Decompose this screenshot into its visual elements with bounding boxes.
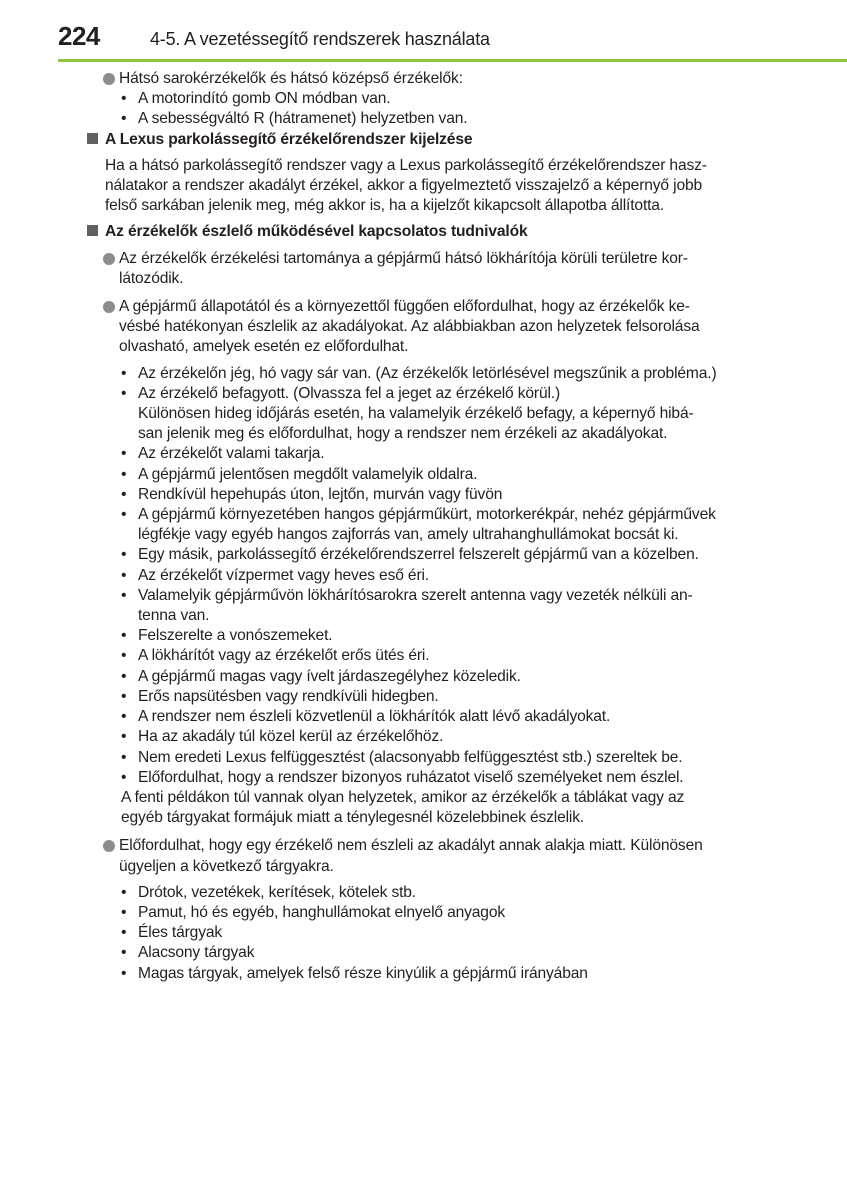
bullet-marker: • xyxy=(121,445,127,463)
page-header xyxy=(0,0,847,62)
list-item-text: A gépjármű környezetében hangos gépjárműkürt, motorkerékpár, nehéz gépjárművek xyxy=(138,506,716,524)
list-item xyxy=(87,485,759,505)
bullet-dot-icon xyxy=(103,253,115,265)
bullet-dot-icon xyxy=(103,840,115,852)
list-item xyxy=(87,923,759,943)
list-item xyxy=(87,667,759,687)
object-list xyxy=(87,883,759,984)
list-item xyxy=(87,505,759,545)
list-item xyxy=(87,883,759,903)
section-title: 4-5. A vezetéssegítő rendszerek használata xyxy=(150,29,490,49)
list-item-text: Egy másik, parkolássegítő érzékelőrendszerrel felszerelt gépjármű van a közelben. xyxy=(138,546,699,564)
list-item-text: Az érzékelőt vízpermet vagy heves eső éri. xyxy=(138,566,429,584)
list-item-text: A lökhárítót vagy az érzékelőt erős ütés éri. xyxy=(138,647,430,665)
list-item-text: Erős napsütésben vagy rendkívüli hidegben. xyxy=(138,687,439,705)
page-content xyxy=(87,69,759,984)
list-item-text: Az érzékelő befagyott. (Olvassza fel a jeget az érzékelő körül.) xyxy=(138,384,561,402)
bullet-marker: • xyxy=(121,566,127,584)
bullet-marker: • xyxy=(121,586,127,604)
bullet-marker: • xyxy=(121,883,127,901)
list-item: • A sebességváltó R (hátramenet) helyzetben van. xyxy=(121,110,468,128)
bullet-marker: • xyxy=(121,944,127,962)
bullet-marker: • xyxy=(121,687,127,705)
list-item xyxy=(87,384,759,445)
bullet-marker: • xyxy=(121,627,127,645)
list-item xyxy=(87,943,759,963)
list-item xyxy=(87,768,759,788)
bullet-marker: • xyxy=(121,903,127,921)
list-item-text: A gépjármű jelentősen megdőlt valamelyik oldalra. xyxy=(138,465,478,483)
list-item-text: Előfordulhat, hogy a rendszer bizonyos ruházatot viselő személyeket nem észlel. xyxy=(138,768,684,786)
display-paragraph: Ha a hátsó parkolássegítő rendszer vagy a Lexus parkolássegítő érzékelőrendszer hasz- nálatakor a rendszer akadályt érzékel, akkor a figyelmeztető visszajelző a képernyő jobb felső sarkában jelenik meg, még akkor is, ha a kijelzőt kikapcsolt állapotba állította. xyxy=(105,156,707,215)
dot-item-shapes: Előfordulhat, hogy egy érzékelő nem észleli az akadályt annak alakja miatt. Különösen ügyeljen a következő tárgyakra. xyxy=(87,836,759,876)
dot-item-rear-sensors: Hátsó sarokérzékelők és hátsó középső érzékelők: xyxy=(87,69,759,89)
dot-item-detection-range: Az érzékelők érzékelési tartománya a gépjármű hátsó lökhárítója körüli területre kor- látozódik. xyxy=(87,249,759,289)
list-item-text: Az érzékelőn jég, hó vagy sár van. (Az érzékelők letörlésével megszűnik a probléma.) xyxy=(138,364,717,382)
condition-list xyxy=(87,89,759,129)
list-item xyxy=(87,364,759,384)
list-item xyxy=(87,707,759,727)
section-heading-sensor-notes: Az érzékelők észlelő működésével kapcsolatos tudnivalók xyxy=(87,222,759,242)
list-item-text: tenna van. xyxy=(138,607,210,625)
page-number: 224 xyxy=(58,21,100,51)
square-bullet-icon xyxy=(87,225,98,236)
condition-list xyxy=(87,364,759,788)
bullet-dot-icon xyxy=(103,301,115,313)
list-item-text: Alacsony tárgyak xyxy=(138,944,255,962)
bullet-marker: • xyxy=(121,485,127,503)
list-item xyxy=(87,727,759,747)
list-item-text: san jelenik meg és előfordulhat, hogy a rendszer nem érzékeli az akadályokat. xyxy=(138,425,668,443)
list-item-text: Különösen hideg időjárás esetén, ha valamelyik érzékelő befagy, a képernyő hibá- xyxy=(138,405,694,423)
list-item xyxy=(87,626,759,646)
list-item-text: A gépjármű magas vagy ívelt járdaszegélyhez közeledik. xyxy=(138,667,521,685)
list-item xyxy=(87,646,759,666)
list-item-text: Az érzékelőt valami takarja. xyxy=(138,445,325,463)
bullet-marker: • xyxy=(121,667,127,685)
list-item: • A motorindító gomb ON módban van. xyxy=(121,90,391,108)
list-item-text: Magas tárgyak, amelyek felső része kinyúlik a gépjármű irányában xyxy=(138,964,588,982)
bullet-marker: • xyxy=(121,546,127,564)
list-item-text: Pamut, hó és egyéb, hanghullámokat elnyelő anyagok xyxy=(138,903,506,921)
list-item xyxy=(87,903,759,923)
list-item xyxy=(87,964,759,984)
list-item-text: Drótok, vezetékek, kerítések, kötelek stb. xyxy=(138,883,416,901)
bullet-marker: • xyxy=(121,506,127,524)
bullet-marker: • xyxy=(121,647,127,665)
list-item xyxy=(87,545,759,565)
list-item-text: Nem eredeti Lexus felfüggesztést (alacsonyabb felfüggesztést stb.) szereltek be. xyxy=(138,748,683,766)
closing-paragraph: A fenti példákon túl vannak olyan helyzetek, amikor az érzékelők a táblákat vagy az egyéb tárgyakat formájuk miatt a ténylegesnél közelebbinek észlelik. xyxy=(121,788,685,827)
dot-item-conditions: A gépjármű állapotától és a környezettől függően előfordulhat, hogy az érzékelők ke- vésbé hatékonyan észlelik az akadályokat. Az alábbiakban azon helyzetek felsorolása olvasható, amelyek esetén ez előfordulhat. xyxy=(87,297,759,358)
bullet-marker: • xyxy=(121,384,127,402)
list-item-text: légfékje vagy egyéb hangos zajforrás van, amely ultrahanghullámokat bocsát ki. xyxy=(138,526,679,544)
list-item xyxy=(87,465,759,485)
list-item-text: Éles tárgyak xyxy=(138,924,223,942)
section-heading-display: A Lexus parkolássegítő érzékelőrendszer kijelzése xyxy=(87,130,759,150)
bullet-marker: • xyxy=(121,768,127,786)
list-item xyxy=(87,687,759,707)
list-item xyxy=(87,586,759,626)
list-item-text: Valamelyik gépjárművön lökhárítósarokra szerelt antenna vagy vezeték nélküli an- xyxy=(138,586,693,604)
list-item xyxy=(87,566,759,586)
header-rule xyxy=(58,59,847,62)
list-item-text: Felszerelte a vonószemeket. xyxy=(138,627,333,645)
bullet-marker: • xyxy=(121,708,127,726)
bullet-marker: • xyxy=(121,748,127,766)
list-item xyxy=(87,748,759,768)
list-item xyxy=(87,444,759,464)
square-bullet-icon xyxy=(87,133,98,144)
bullet-marker: • xyxy=(121,465,127,483)
bullet-marker: • xyxy=(121,364,127,382)
list-item-text: Rendkívül hepehupás úton, lejtőn, murván vagy füvön xyxy=(138,485,503,503)
bullet-marker: • xyxy=(121,924,127,942)
list-item-text: A rendszer nem észleli közvetlenül a lökhárítók alatt lévő akadályokat. xyxy=(138,708,611,726)
list-item-text: Ha az akadály túl közel kerül az érzékelőhöz. xyxy=(138,728,444,746)
bullet-dot-icon xyxy=(103,73,115,85)
bullet-marker: • xyxy=(121,964,127,982)
bullet-marker: • xyxy=(121,728,127,746)
